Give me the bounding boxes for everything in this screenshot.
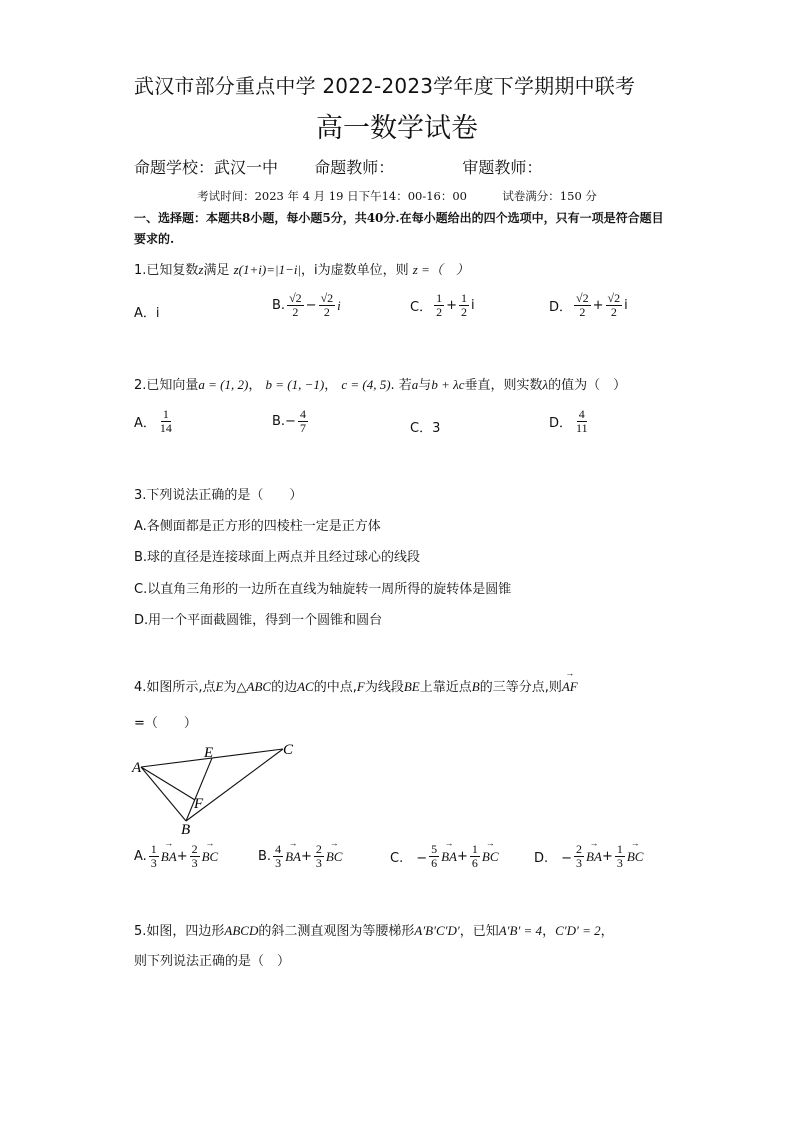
question-4 [134,676,578,695]
imaginary-unit: i [337,297,341,313]
denominator: 3 [191,856,198,870]
denominator: 2 [292,305,299,319]
vector-bc: → BC [326,849,343,865]
point-e: E [215,679,224,694]
denominator: 3 [616,856,623,870]
full-score: 试卷满分：150 分 [502,189,597,203]
operator: − [305,298,317,313]
q1-option-a[interactable] [134,302,160,321]
numerator: 1 [436,291,443,305]
q4-option-b[interactable] [258,843,342,870]
length-ab: A′B′ = 4 [498,923,543,938]
numerator: 4 [275,842,282,856]
exam-meta [0,188,794,204]
question-3: 3.下列说法正确的是（ ） [134,488,303,503]
operator: + [176,849,188,864]
label-b: B [181,822,191,836]
vector-expression: b + λc [431,377,465,392]
numerator: √2 [607,291,621,305]
q4-option-a[interactable] [134,843,218,870]
q1-text: ，i为虚数单位，则 [301,263,409,278]
question-1 [134,259,469,278]
q2-text: . 若 [390,378,412,393]
segment-ab-line [141,767,186,821]
numerator: 2 [576,842,583,856]
proposer-teacher: 命题教师： [314,158,395,177]
q1-option-d[interactable] [549,292,628,319]
section-instructions: 一、选择题：本题共8小题，每小题5分，共40分.在每小题给出的四个选项中，只有一项是符合题目要求的. [134,211,664,246]
q4-text: 的边 [271,680,298,695]
paper-title: 高一数学试卷 [316,113,478,144]
operator: + [601,849,613,864]
vector-c: c = (4, 5) [341,377,391,392]
point-b: B [471,679,480,694]
numerator: 2 [191,842,198,856]
fraction [574,843,584,870]
option-label: C. − [390,851,428,866]
denominator: 14 [159,421,172,435]
numerator: √2 [320,291,334,305]
option-label: B. [258,849,272,864]
q2-option-d[interactable] [549,408,592,435]
vector-bc: → BC [482,849,499,865]
segment-be: BE [403,679,420,694]
vector-bc: → BC [202,849,219,865]
fraction [434,292,444,319]
numerator: 1 [150,842,157,856]
q4-text: 4.如图所示,点 [134,680,216,695]
q2-text: 垂直，则实数 [464,378,543,393]
length-cd: C′D′ = 2 [555,923,601,938]
q5-text: ，已知 [459,924,499,939]
numerator: 4 [578,407,585,421]
fraction [149,843,159,870]
q5-text: ， [542,924,556,939]
q4-text: 的中点, [313,680,357,695]
fraction [606,292,623,319]
q5-text: 5.如图，四边形 [134,924,225,939]
option-label: A. [134,849,147,864]
q2-option-c-text: C．3 [410,421,441,436]
fraction [158,408,174,435]
label-f: F [194,796,204,812]
q5-stem-end: 则下列说法正确的是（ ） [134,954,291,969]
option-label: A． [134,416,156,431]
denominator: 2 [610,305,617,319]
lambda-symbol: λ [542,377,549,392]
option-label: C． [410,300,433,315]
q1-option-b[interactable] [272,292,341,319]
q3-option-c[interactable]: C.以直角三角形的一边所在直线为轴旋转一周所得的旋转体是圆锥 [134,582,512,597]
fraction [273,843,283,870]
fraction [298,408,308,435]
vector-b: b = (1, −1) [265,377,325,392]
q1-text: 满足 [203,263,230,278]
numerator: √2 [576,291,589,305]
vector-ba: → BA [161,849,177,865]
q3-option-a[interactable]: A.各侧面都是正方形的四棱柱一定是正方体 [134,519,381,534]
operator: + [592,298,604,313]
denominator: 3 [150,856,157,870]
label-a: A [132,760,142,776]
option-label: D． [549,416,573,431]
q1-answer-blank: z =（ ） [412,262,469,277]
exam-time: 考试时间：2023 年 4 月 19 日下午14：00-16：00 [197,189,467,203]
fraction [319,292,336,319]
denominator: 2 [579,305,586,319]
q2-text: 的值为（ ） [548,378,627,393]
q4-option-c[interactable] [390,843,499,870]
q2-option-c[interactable] [410,417,440,436]
option-label: B.− [272,414,296,429]
denominator: 7 [299,421,306,435]
vector-a: a = (1, 2) [198,377,249,392]
q2-text: 与 [418,378,432,393]
numerator: 1 [460,291,467,305]
denominator: 3 [315,856,322,870]
q1-text: 1.已知复数 [134,263,199,278]
operator: + [446,298,457,313]
exam-series-title: 武汉市部分重点中学 2022-2023学年度下学期期中联考 [134,74,636,98]
numerator: 1 [616,842,623,856]
trapezoid-prime: A′B′C′D′ [414,923,460,938]
numerator: 1 [162,407,169,421]
q4-text: 上靠近点 [419,680,472,695]
q4-text: 的三等分点,则 [479,680,562,695]
denominator: 2 [460,305,467,319]
operator: + [300,849,312,864]
q4-text: 为线段 [364,680,404,695]
question-5 [134,920,614,939]
numerator: 4 [299,407,306,421]
imaginary-unit: i [624,298,628,313]
denominator: 2 [323,305,330,319]
fraction [574,408,590,435]
denominator: 6 [471,856,478,870]
quad-abcd: ABCD [224,923,259,938]
denominator: 2 [436,305,443,319]
triangle-abc: △ABC [236,679,272,694]
vector-a-ref: a [411,377,419,392]
fraction [314,843,324,870]
label-e: E [204,745,214,761]
q2-option-b[interactable] [272,408,310,435]
q4-text: 为 [223,680,237,695]
q4-option-d[interactable] [534,843,643,870]
option-label: D. − [534,851,573,866]
triangle-figure [128,736,308,836]
q2-text: 2.已知向量 [134,378,199,393]
option-label: D． [549,300,573,315]
option-label: B. [272,298,286,313]
q1-option-a-text: A．i [134,306,160,321]
q1-z: z [198,262,204,277]
vector-af: → AF [562,679,578,695]
numerator: √2 [289,291,302,305]
q2-option-a[interactable] [134,408,176,435]
vector-ba: → BA [285,849,301,865]
fraction [287,292,304,319]
fraction [459,292,469,319]
fraction [574,292,591,319]
denominator: 6 [431,856,438,870]
reviewer-teacher: 审题教师： [462,158,543,177]
numerator: 5 [431,842,438,856]
denominator: 3 [576,856,583,870]
proposer-school: 命题学校：武汉一中 [134,158,279,177]
fraction [190,843,200,870]
denominator: 11 [576,421,588,435]
vector-ba: → BA [441,849,457,865]
q3-option-d[interactable]: D.用一个平面截圆锥，得到一个圆锥和圆台 [134,613,383,628]
proposer-info [134,155,542,178]
vector-bc: → BC [627,849,644,865]
q1-option-c[interactable] [410,292,475,319]
q5-text: 的斜二测直观图为等腰梯形 [258,924,415,939]
question-2: 2.已知向量a = (1, 2)， b = (1, −1)， c = (4, 5). 若a与b + λc垂直，则实数λ的值为（ ） [134,377,627,393]
numerator: 1 [471,842,478,856]
denominator: 3 [275,856,282,870]
segment-af-line [141,767,195,800]
q4-answer-blank: =（ ） [134,716,197,731]
fraction [470,843,480,870]
numerator: 2 [315,842,322,856]
fraction [615,843,625,870]
label-c: C [283,742,294,758]
point-f: F [356,679,365,694]
vector-ba: → BA [586,849,602,865]
segment-ac: AC [297,679,314,694]
fraction [429,843,439,870]
q3-option-b[interactable]: B.球的直径是连接球面上两点并且经过球心的线段 [134,550,421,565]
imaginary-unit: i [470,298,475,313]
q1-formula: z(1+i)=|1−i| [233,262,302,277]
q5-text: ， [600,924,614,939]
operator: + [457,849,468,864]
